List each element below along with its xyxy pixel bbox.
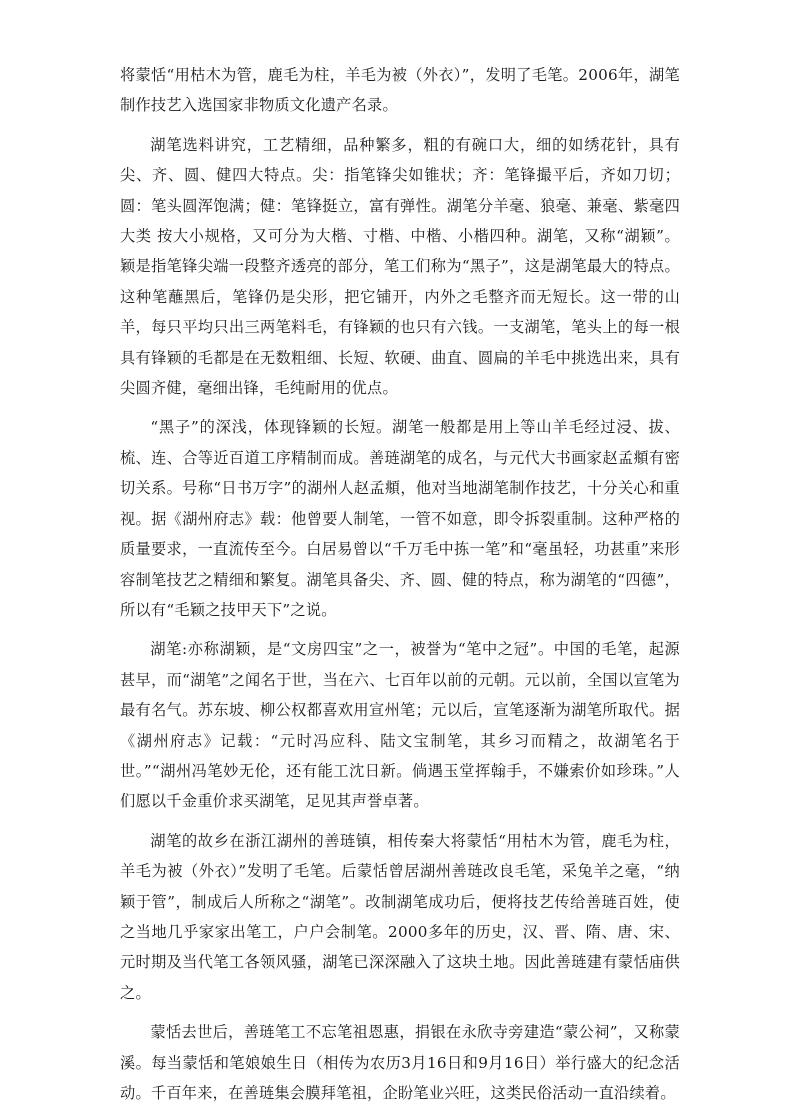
- paragraph-hubi-hometown: 湖笔的故乡在浙江湖州的善琏镇，相传秦大将蒙恬“用枯木为管，鹿毛为柱，羊毛为被（外衣）”发明了毛笔。后蒙恬曾居湖州善琏改良毛笔，采兔羊之毫，“纳颖于管”，制成后人所称之“湖笔”。改制湖笔成功后，便将技艺传给善琏百姓，使之当地几乎家家出笔工，户户会制笔。2000多年的历史，汉、晋、隋、唐、宋、元时期及当代笔工各领风骚，湖笔已深深融入了这块土地。因此善琏建有蒙恬庙供之。: [120, 831, 680, 1002]
- paragraph-hubi-history: 湖笔:亦称湖颖，是“文房四宝”之一，被誉为“笔中之冠”。中国的毛笔，起源甚早，而“湖笔”之闻名于世，当在六、七百年以前的元朝。元以前，全国以宣笔为最有名气。苏东坡、柳公权都喜欢用宣州笔；元以后，宣笔逐渐为湖笔所取代。据《湖州府志》记载：“元时冯应科、陆文宝制笔，其乡习而精之，故湖笔名于世。”“湖州冯笔妙无伦，还有能工沈日新。倘遇玉堂挥翰手，不嫌索价如珍珠。”人们愿以千金重价求买湖笔，足见其声誉卓著。: [120, 640, 680, 811]
- paragraph-hubi-features: 湖笔选料讲究，工艺精细，品种繁多，粗的有碗口大，细的如绣花针，具有尖、齐、圆、健四大特点。尖：指笔锋尖如锥状；齐：笔锋撮平后，齐如刀切；圆：笔头圆浑饱满；健：笔锋挺立，富有弹性。湖笔分羊毫、狼毫、兼毫、紫毫四大类 按大小规格，又可分为大楷、寸楷、中楷、小楷四种。湖笔，又称“湖颖”。颖是指笔锋尖端一段整齐透亮的部分，笔工们称为“黑子”，这是湖笔最大的特点。这种笔蘸黑后，笔锋仍是尖形，把它铺开，内外之毛整齐而无短长。这一带的山羊，每只平均只出三两笔料毛，有锋颖的也只有六钱。一支湖笔，笔头上的每一根具有锋颖的毛都是在无数粗细、长短、软硬、曲直、圆扁的羊毛中挑选出来，具有尖圆齐健，毫细出锋，毛纯耐用的优点。: [120, 135, 680, 398]
- paragraph-mengtian-memorial: 蒙恬去世后，善琏笔工不忘笔祖恩惠，捐银在永欣寺旁建造“蒙公祠”，又称蒙溪。每当蒙恬和笔娘娘生日（相传为农历3月16日和9月16日）举行盛大的纪念活动。千百年来，在善琏集会膜拜笔祖，企盼笔业兴旺，这类民俗活动一直沿续着。: [120, 1023, 680, 1102]
- paragraph-heizi-craft: “黑子”的深浅，体现锋颖的长短。湖笔一般都是用上等山羊毛经过浸、拔、梳、连、合等近百道工序精制而成。善琏湖笔的成名，与元代大书画家赵孟頫有密切关系。号称“日书万字”的湖州人赵孟頫，他对当地湖笔制作技艺，十分关心和重视。据《湖州府志》载：他曾要人制笔，一管不如意，即令拆裂重制。这种严格的质量要求，一直流传至今。白居易曾以“千万毛中拣一笔”和“毫虽轻，功甚重”来形容制笔技艺之精细和繁复。湖笔具备尖、齐、圆、健的特点，称为湖笔的“四德”，所以有“毛颖之技甲天下”之说。: [120, 418, 680, 619]
- paragraph-continuation: 将蒙恬“用枯木为管，鹿毛为柱，羊毛为被（外衣）”，发明了毛笔。2006年，湖笔制作技艺入选国家非物质文化遗产名录。: [120, 66, 680, 115]
- document-page: [120, 60, 680, 1108]
